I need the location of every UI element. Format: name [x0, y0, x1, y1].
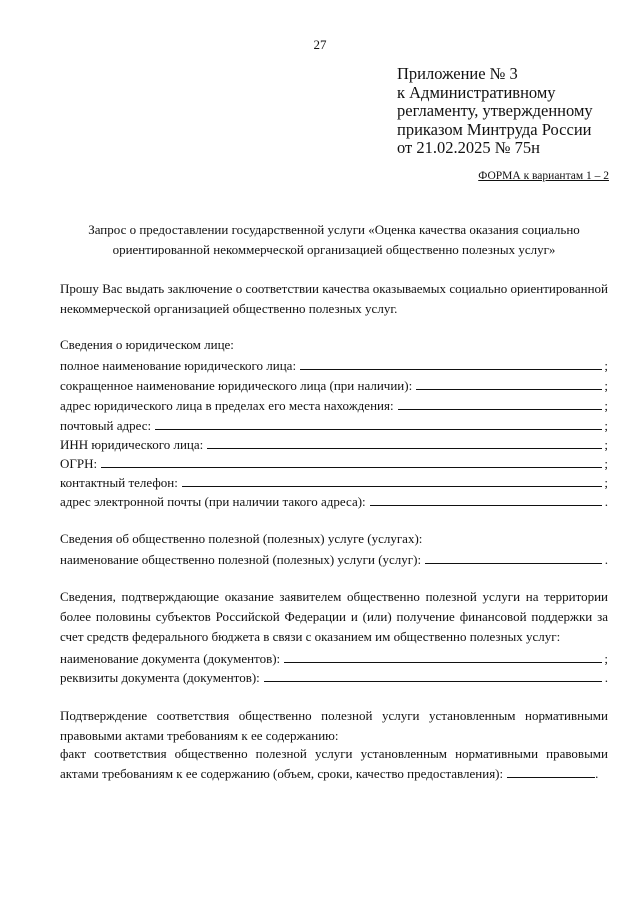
field-phone[interactable]: контактный телефон: ;	[60, 472, 608, 493]
input-line[interactable]	[101, 453, 602, 468]
field-document-name[interactable]: наименование документа (документов): ;	[60, 648, 608, 669]
page-number: 27	[313, 37, 327, 52]
confirmation-paragraph: Сведения, подтверждающие оказание заявителем общественно полезной услуги на территории более половины субъектов Российской Федерации и (или) получение финансовой поддержки за счет средств федерального бюджета в связи с оказанием им общественно полезных услуг:	[60, 589, 608, 644]
field-email[interactable]: адрес электронной почты (при наличии такого адреса): .	[60, 491, 608, 512]
field-short-name[interactable]: сокращенное наименование юридического лица (при наличии): ;	[60, 375, 608, 396]
input-line[interactable]	[300, 355, 602, 370]
field-label: контактный телефон:	[60, 475, 178, 490]
input-line[interactable]	[182, 472, 602, 487]
input-line[interactable]	[398, 395, 602, 410]
compliance-fact-text: факт соответствия общественно полезной услуги установленным нормативными правовыми актами требованиям к ее содержанию (объем, сроки, качество предоставления):	[60, 746, 608, 781]
compliance-fact: факт соответствия общественно полезной услуги установленным нормативными правовыми актами требованиям к ее содержанию (объем, сроки, качество предоставления): .	[60, 746, 608, 781]
request-title	[60, 220, 608, 260]
appendix-line: приказом Минтруда России	[397, 119, 592, 139]
field-full-name[interactable]: полное наименование юридического лица: ;	[60, 355, 608, 376]
field-label: наименование общественно полезной (полезных) услуги (услуг):	[60, 552, 422, 567]
appendix-line: регламенту, утвержденному	[397, 101, 593, 121]
input-line[interactable]	[416, 375, 602, 390]
field-label: адрес электронной почты (при наличии такого адреса):	[60, 494, 366, 509]
field-label: наименование документа (документов):	[60, 651, 281, 666]
intro-paragraph: Прошу Вас выдать заключение о соответствии качества оказываемых социально ориентированной некоммерческой организацией общественно полезных услуг.	[60, 281, 608, 316]
field-label: сокращенное наименование юридического лица (при наличии):	[60, 378, 413, 393]
input-line[interactable]	[425, 549, 602, 564]
field-inn[interactable]: ИНН юридического лица: ;	[60, 434, 608, 455]
field-document-details[interactable]: реквизиты документа (документов): .	[60, 667, 608, 688]
input-line[interactable]	[370, 491, 602, 506]
request-title-line: ориентированной некоммерческой организацией общественно полезных услуг»	[112, 242, 556, 257]
legal-entity-heading: Сведения о юридическом лице:	[60, 337, 234, 352]
input-line[interactable]	[155, 415, 602, 430]
compliance-paragraph: Подтверждение соответствия общественно полезной услуги установленным нормативными правовыми актами требованиям к ее содержанию:	[60, 708, 608, 743]
field-label: полное наименование юридического лица:	[60, 358, 297, 373]
input-line[interactable]	[507, 764, 595, 778]
field-address[interactable]: адрес юридического лица в пределах его места нахождения: ;	[60, 395, 608, 416]
field-label: реквизиты документа (документов):	[60, 670, 260, 685]
request-title-line: Запрос о предоставлении государственной услуги «Оценка качества оказания социально	[88, 222, 580, 237]
input-line[interactable]	[207, 434, 602, 449]
forma-label: ФОРМА к вариантам 1 – 2	[478, 170, 609, 182]
appendix-line: к Административному	[397, 82, 556, 102]
service-heading: Сведения об общественно полезной (полезных) услуге (услугах):	[60, 531, 423, 546]
appendix-line: от 21.02.2025 № 75н	[397, 138, 540, 158]
field-postal-address[interactable]: почтовый адрес: ;	[60, 415, 608, 436]
appendix-header	[397, 65, 593, 158]
appendix-line: Приложение № 3	[397, 64, 518, 83]
field-ogrn[interactable]: ОГРН: ;	[60, 453, 608, 474]
input-line[interactable]	[264, 667, 602, 682]
field-label: почтовый адрес:	[60, 418, 152, 433]
field-service-name[interactable]: наименование общественно полезной (полезных) услуги (услуг): .	[60, 549, 608, 570]
field-label: ИНН юридического лица:	[60, 437, 204, 452]
field-label: адрес юридического лица в пределах его места нахождения:	[60, 398, 394, 413]
input-line[interactable]	[284, 648, 602, 663]
field-label: ОГРН:	[60, 456, 98, 471]
